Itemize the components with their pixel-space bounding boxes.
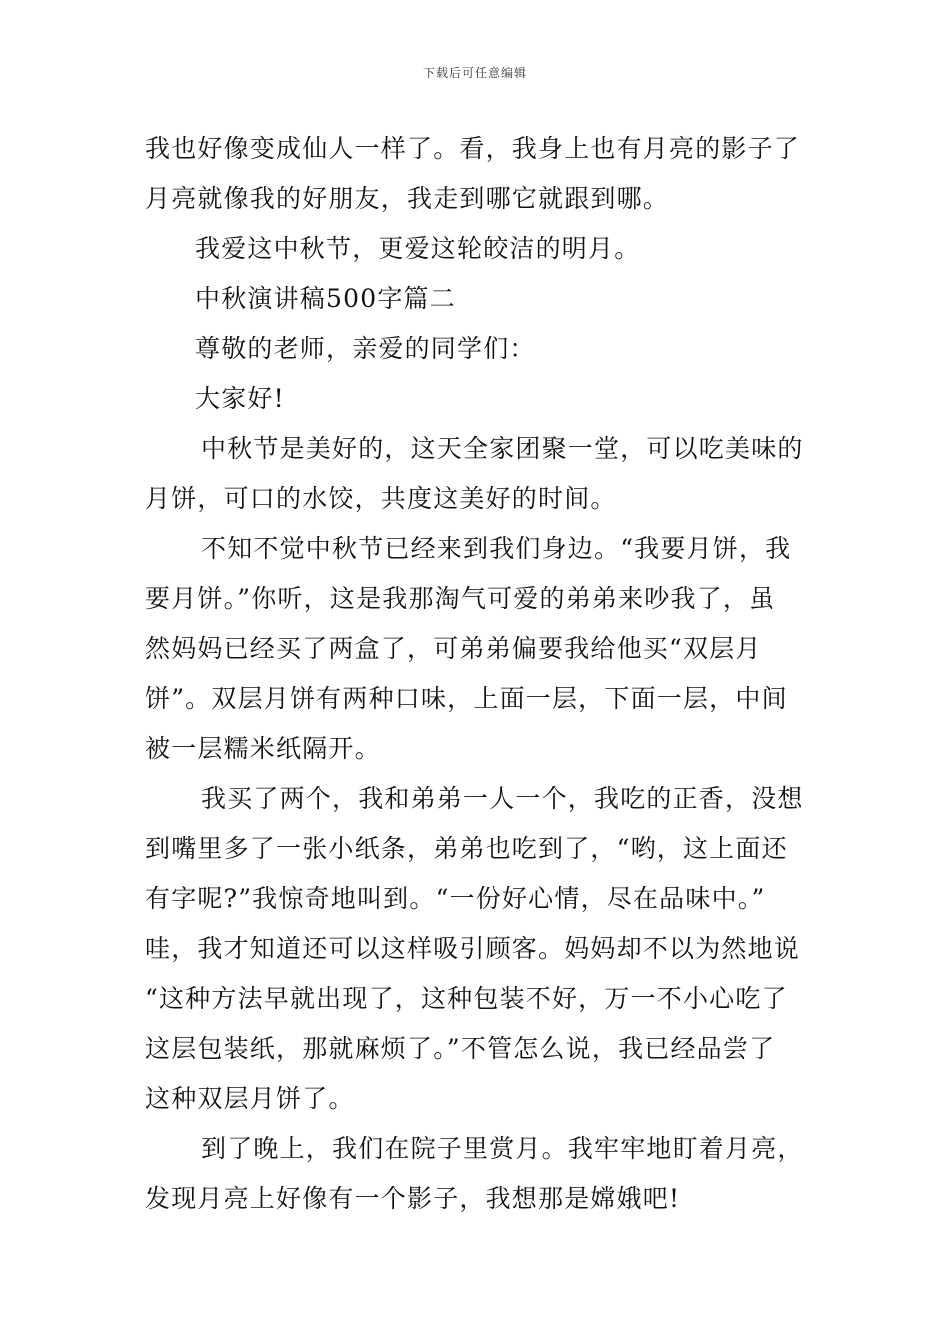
text-line: 到嘴里多了一张小纸条，弟弟也吃到了，“哟，这上面还 [145, 834, 788, 863]
text-line: 这层包装纸，那就麻烦了。”不管怎么说，我已经品尝了 [145, 1034, 776, 1063]
text-line: 有字呢?”我惊奇地叫到。“一份好心情，尽在品味中。” [145, 884, 766, 913]
text-line: 这种双层月饼了。 [145, 1084, 355, 1113]
page-header: 下载后可任意编辑 [422, 66, 527, 80]
text-line: 月饼，可口的水饺，共度这美好的时间。 [145, 484, 617, 513]
text-line: 我爱这中秋节，更爱这轮皎洁的明月。 [195, 234, 641, 263]
salutation: 尊敬的老师，亲爱的同学们： [195, 334, 536, 363]
text-line: 月亮就像我的好朋友，我走到哪它就跟到哪。 [145, 184, 670, 213]
text-line: 被一层糯米纸隔开。 [145, 734, 381, 763]
text-line: “这种方法早就出现了，这种包装不好，万一不小心吃了 [145, 984, 788, 1013]
text-line: 要月饼。”你听，这是我那淘气可爱的弟弟来吵我了，虽 [145, 584, 776, 613]
text-line: 到了晚上，我们在院子里赏月。我牢牢地盯着月亮， [201, 1134, 804, 1163]
section-heading: 中秋演讲稿500字篇二 [195, 284, 456, 313]
document-body [145, 124, 809, 1224]
text-line: 我也好像变成仙人一样了。看，我身上也有月亮的影子了 [145, 134, 801, 163]
text-line: 不知不觉中秋节已经来到我们身边。“我要月饼，我 [201, 534, 792, 563]
text-line: 中秋节是美好的，这天全家团聚一堂，可以吃美味的 [201, 434, 804, 463]
text-line: 饼”。双层月饼有两种口味，上面一层，下面一层，中间 [145, 684, 788, 713]
greeting: 大家好! [195, 384, 285, 413]
text-line: 发现月亮上好像有一个影子，我想那是嫦娥吧! [145, 1184, 681, 1213]
text-line: 哇，我才知道还可以这样吸引顾客。妈妈却不以为然地说 [145, 934, 801, 963]
text-line: 然妈妈已经买了两盒了，可弟弟偏要我给他买“双层月 [145, 634, 762, 663]
text-line: 我买了两个，我和弟弟一人一个，我吃的正香，没想 [201, 784, 804, 813]
